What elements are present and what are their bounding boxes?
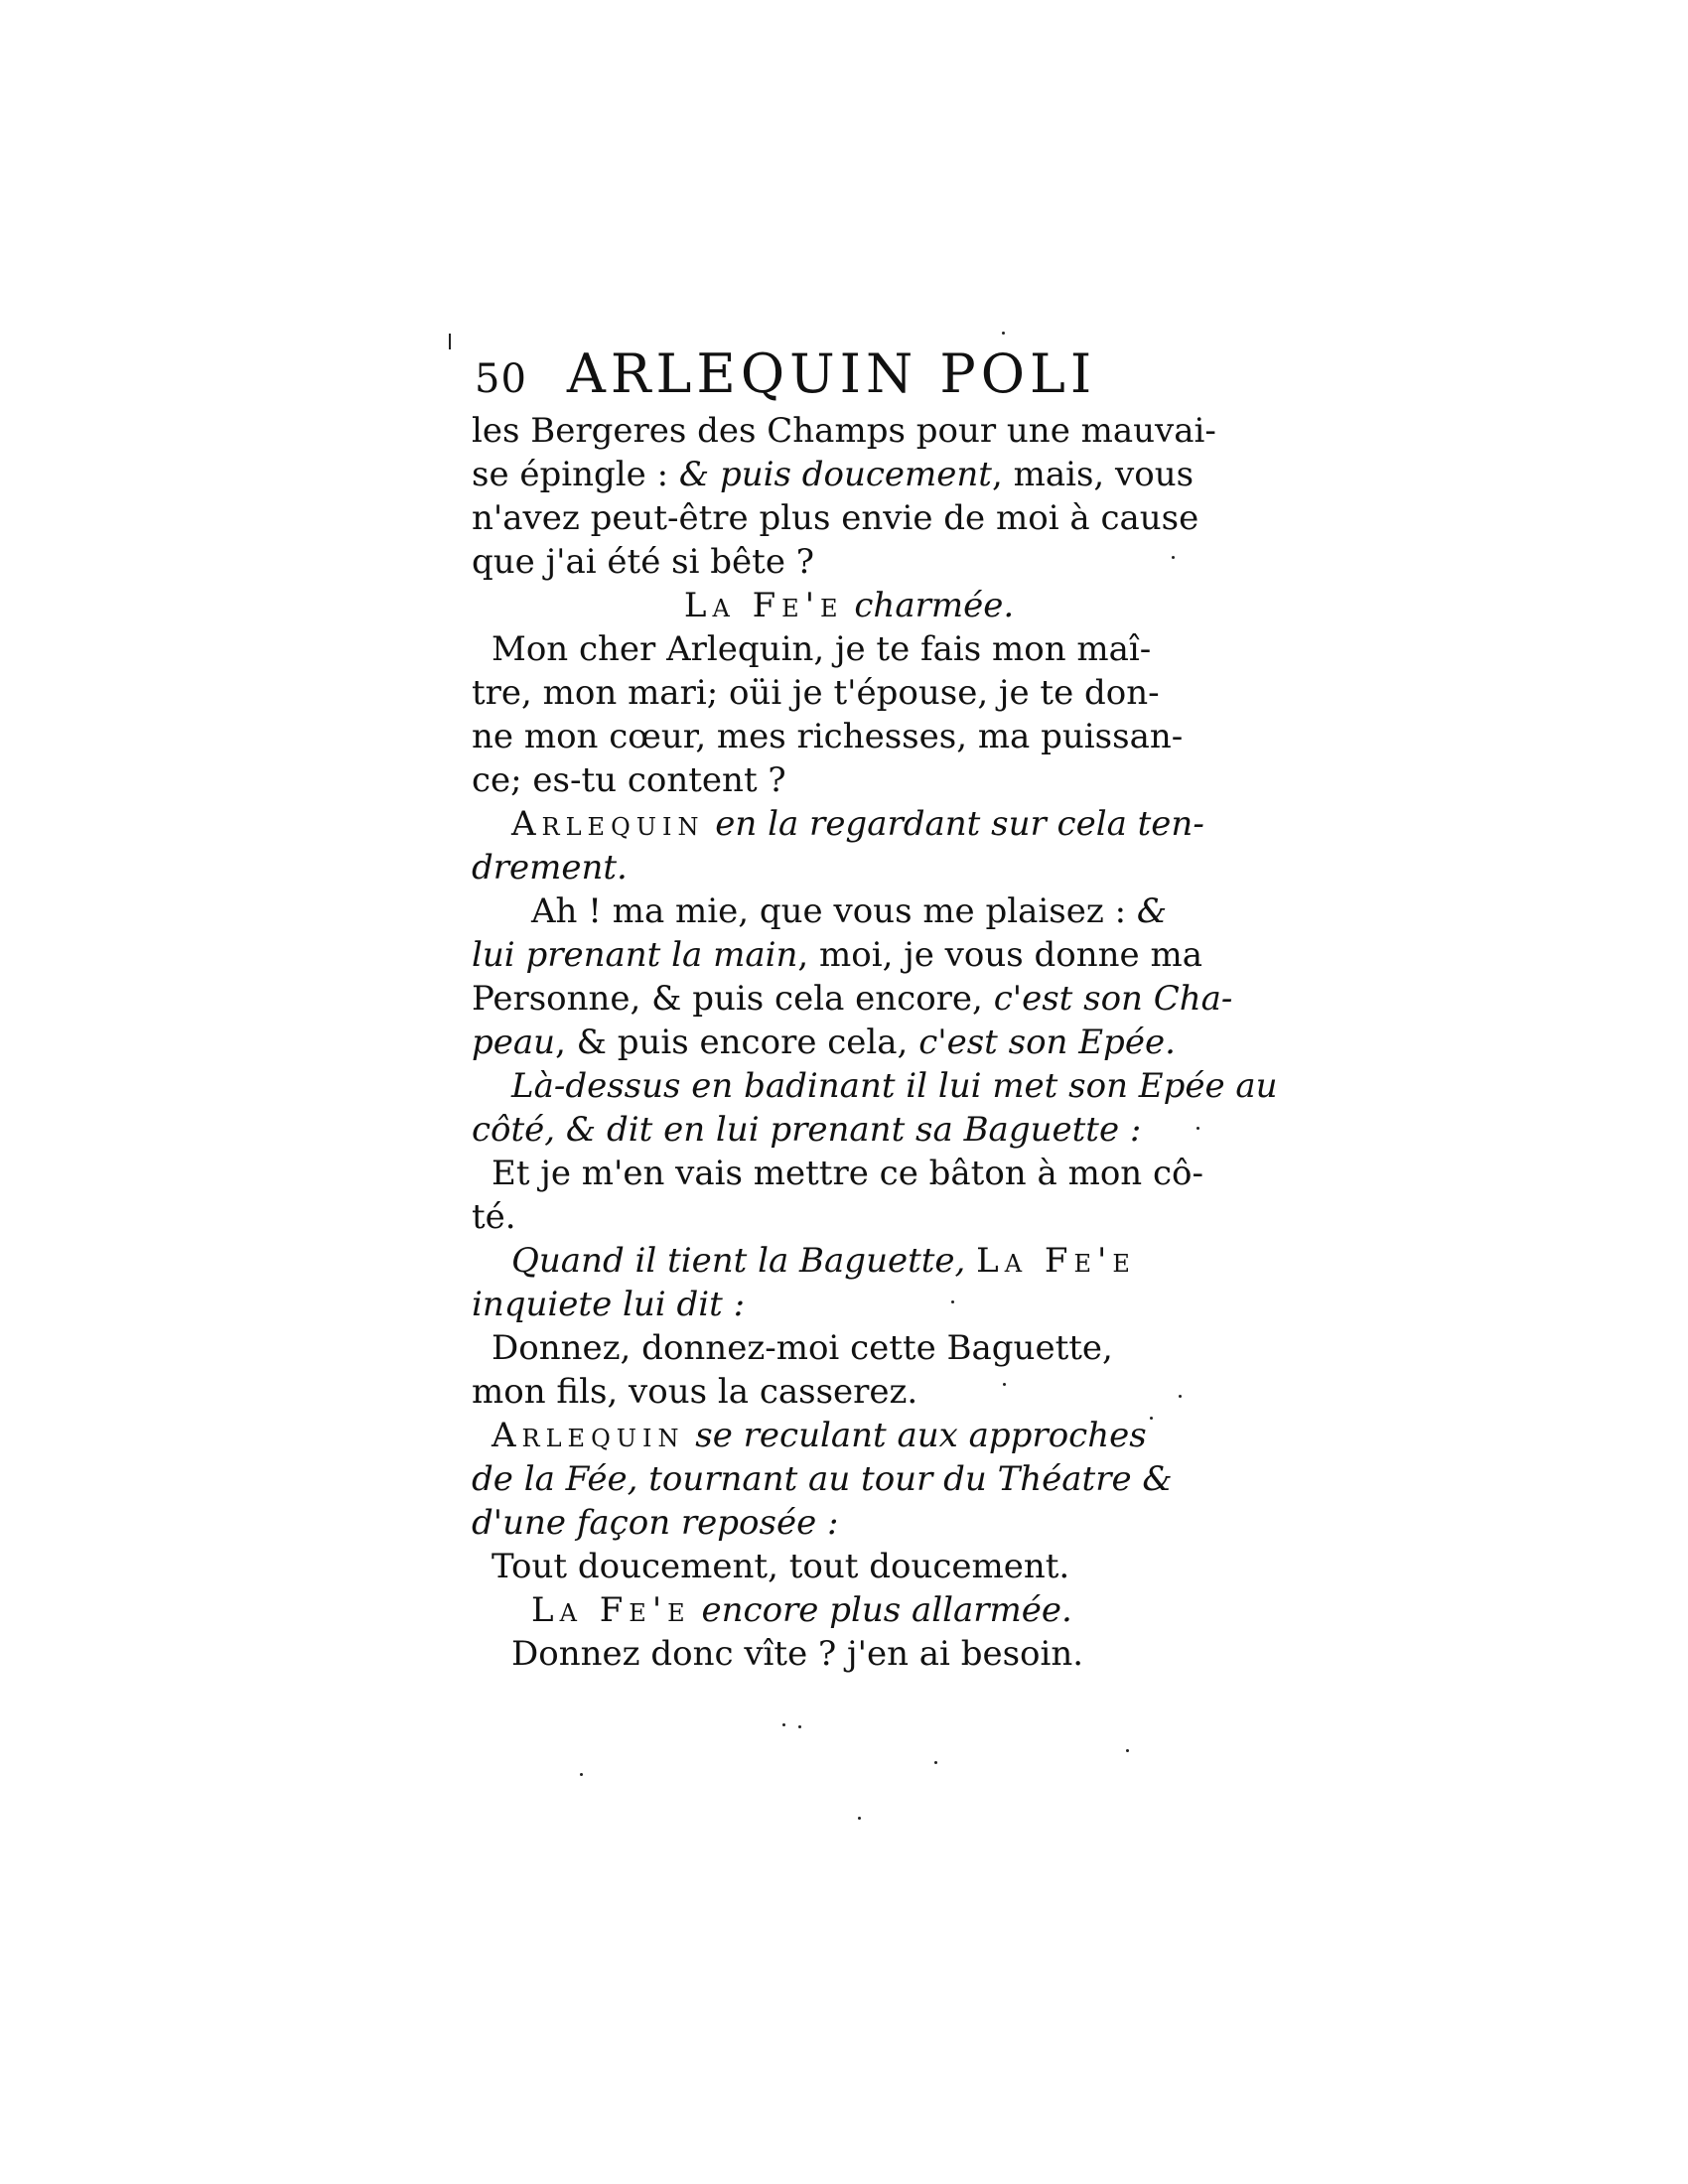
stage-direction: inquiete lui dit :	[472, 1285, 746, 1324]
speaker-heading	[472, 802, 1226, 846]
ink-speck	[580, 1773, 583, 1776]
stage-direction: c'est son Epée.	[918, 1023, 1176, 1062]
text-line: Donnez, donnez-moi cette Baguette,	[492, 1328, 1113, 1368]
text-line: tre, mon mari; oüi je t'épouse, je te don-	[472, 673, 1160, 713]
text-line: Et je m'en vais mettre ce bâton à mon cô-	[492, 1154, 1203, 1193]
text-line: Tout doucement, tout doucement.	[492, 1547, 1070, 1586]
ink-speck	[798, 1725, 801, 1728]
ink-speck	[1002, 332, 1005, 335]
stage-direction: côté, & dit en lui prenant sa Baguette :	[472, 1110, 1142, 1150]
stage-direction: en la regardant sur cela ten-	[715, 804, 1204, 844]
stage-direction: Quand il tient la Baguette,	[511, 1241, 966, 1281]
speaker-heading	[472, 1414, 1226, 1457]
text-run: , mais, vous	[991, 455, 1195, 494]
text-line: les Bergeres des Champs pour une mauvai-	[472, 411, 1216, 451]
text-line	[472, 1021, 1226, 1064]
text-run: , & puis encore cela,	[555, 1023, 909, 1062]
text-run: Ah ! ma mie, que vous me plaisez :	[531, 891, 1127, 931]
text-line	[472, 1239, 1226, 1283]
text-line: n'avez peut-être plus envie de moi à cause	[472, 498, 1199, 538]
speaker-heading	[472, 1588, 1226, 1632]
stage-direction: drement.	[472, 848, 628, 887]
speaker-name: La Fe'e	[531, 1590, 691, 1630]
text-run: se épingle :	[472, 455, 669, 494]
text-line: ne mon cœur, mes richesses, ma puissan-	[472, 717, 1184, 756]
stage-direction: peau	[472, 1023, 556, 1062]
speaker-heading	[472, 584, 1226, 627]
text-line	[472, 889, 1226, 933]
ink-speck	[1126, 1749, 1129, 1752]
running-title: ARLEQUIN POLI	[566, 342, 1097, 405]
text-line	[472, 977, 1233, 1021]
stage-direction: &	[1136, 891, 1168, 931]
stage-direction: Là-dessus en badinant il lui met son Epée au	[511, 1066, 1278, 1106]
ink-speck	[858, 1817, 861, 1820]
text-line: Mon cher Arlequin, je te fais mon maî-	[492, 629, 1152, 669]
text-line	[472, 453, 1226, 496]
text-run: Personne, & puis cela encore,	[472, 979, 983, 1019]
stage-direction: c'est son Cha-	[993, 979, 1233, 1019]
stage-direction: lui prenant la main	[472, 935, 798, 975]
ink-speck	[782, 1723, 785, 1726]
text-line: ce; es-tu content ?	[472, 760, 786, 800]
speaker-name: Arlequin	[511, 804, 705, 844]
text-line: Donnez donc vîte ? j'en ai besoin.	[511, 1634, 1084, 1674]
stage-direction: de la Fée, tournant au tour du Théatre &	[472, 1459, 1173, 1499]
speaker-name: Arlequin	[492, 1416, 685, 1455]
text-run: , moi, je vous donne ma	[797, 935, 1202, 975]
stage-direction: se reculant aux approches	[695, 1416, 1147, 1455]
margin-mark	[449, 334, 451, 349]
text-line: mon fils, vous la casserez.	[472, 1372, 918, 1412]
text-line: té.	[472, 1197, 516, 1237]
stage-direction: d'une façon reposée :	[472, 1503, 839, 1543]
speaker-name: La Fe'e	[976, 1241, 1136, 1281]
text-line	[472, 933, 1226, 977]
page-header	[475, 342, 1229, 412]
stage-direction: encore plus allarmée.	[701, 1590, 1072, 1630]
ink-speck	[934, 1761, 937, 1764]
page-number: 50	[475, 356, 527, 402]
stage-direction: charmée.	[854, 586, 1015, 625]
body-text	[472, 409, 1278, 1676]
text-line: que j'ai été si bête ?	[472, 542, 814, 582]
speaker-name: La Fe'e	[683, 586, 844, 625]
stage-direction: & puis doucement	[678, 455, 992, 494]
